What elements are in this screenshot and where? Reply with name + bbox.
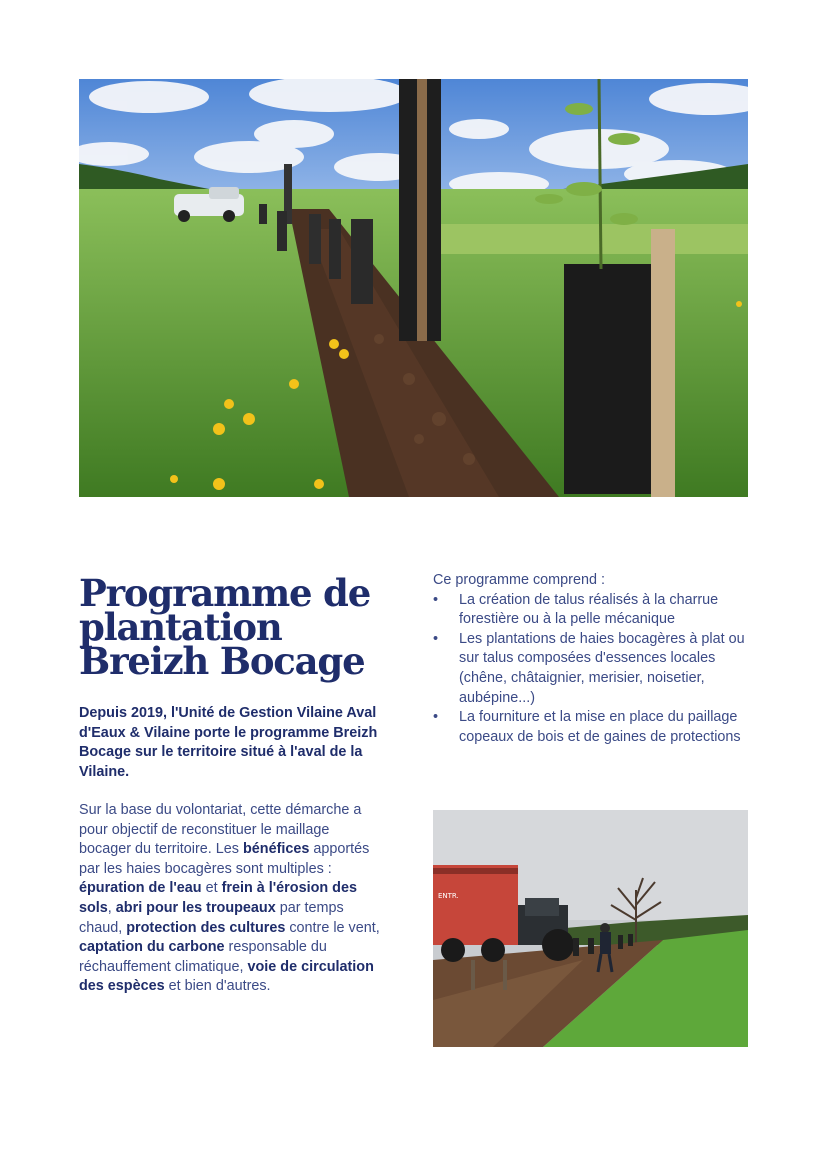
body-segment: contre le vent, [285, 919, 380, 936]
lead-paragraph: Depuis 2019, l'Unité de Gestion Vilaine Aval d'Eaux & Vilaine porte le programme Breizh Bocage sur le territoire situé à l'aval de la Vilaine. [79, 705, 378, 780]
body-segment: responsable du réchauffement climatique, [79, 939, 327, 975]
body-segment-bold: protection des cultures [126, 919, 286, 936]
body-segment: apportés par les haies bocagères sont multiples : [79, 841, 370, 877]
hedge-planting-photo [79, 79, 748, 497]
bullet-icon: • [433, 630, 439, 647]
list-item-text: La création de talus réalisés à la charrue forestière ou à la pelle mécanique [459, 591, 719, 628]
list-item [433, 591, 748, 630]
title-line-3: Breizh Bocage [79, 639, 365, 683]
body-segment: et bien d'autres. [164, 978, 271, 995]
body-segment-bold: abri pour les troupeaux [115, 899, 276, 916]
list-item-text: Les plantations de haies bocagères à plat ou sur talus composées d'essences locales (chêne, châtaignier, merisier, noisetier, aubépine...) [459, 630, 745, 706]
body-segment: par temps chaud, [79, 899, 344, 936]
title-line-1: Programme de [79, 571, 371, 615]
body-segment-bold: bénéfices [242, 841, 310, 858]
body-segment-bold: frein à l'érosion des sols [79, 880, 357, 916]
body-segment-bold: épuration de l'eau [79, 880, 202, 897]
list-item [433, 708, 748, 747]
body-segment: , [107, 899, 116, 916]
body-segment-bold: voie de circulation des espèces [79, 958, 374, 995]
body-segment: et [201, 880, 222, 897]
tractor-mulching-photo [433, 810, 748, 1047]
list-item [433, 630, 748, 708]
program-intro: Ce programme comprend : [433, 572, 605, 588]
bullet-icon: • [433, 591, 439, 608]
body-segment: Sur la base du volontariat, cette démarche a pour objectif de reconstituer le maillage bocager du territoire. Les [79, 802, 362, 858]
program-list [433, 591, 748, 748]
body-paragraph [79, 801, 384, 997]
bullet-icon: • [433, 709, 439, 726]
program-list-section [433, 571, 748, 747]
body-segment-bold: captation du carbone [79, 939, 225, 956]
title-line-2: plantation [79, 605, 282, 649]
page-title [79, 571, 399, 683]
trailer-sign: ENTR. [438, 892, 459, 900]
list-item-text: La fourniture et la mise en place du paillage copeaux de bois et de gaines de protections [459, 709, 741, 745]
